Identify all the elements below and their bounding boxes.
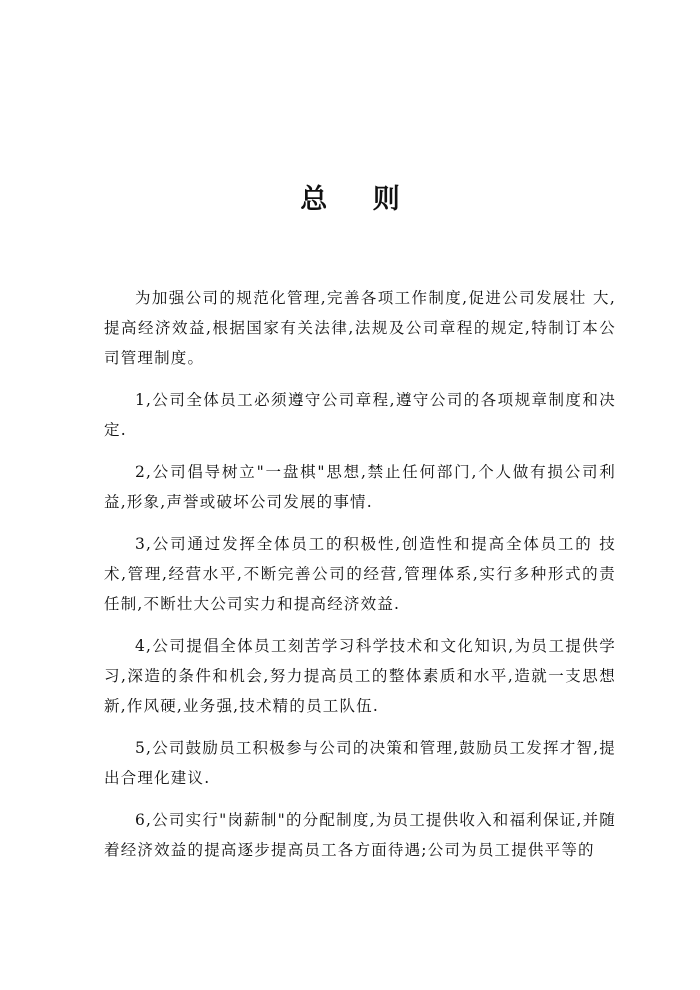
- clause-4-paragraph: 4,公司提倡全体员工刻苦学习科学技术和文化知识,为员工提供学习,深造的条件和机会,努力提高员工的整体素质和水平,造就一支思想新,作风硬,业务强,技术精的员工队伍.: [104, 637, 616, 715]
- clause-3-paragraph: 3,公司通过发挥全体员工的积极性,创造性和提高全体员工的 技术,管理,经营水平,不断完善公司的经营,管理体系,实行多种形式的责任制,不断壮大公司实力和提高经济效益.: [104, 535, 616, 613]
- document-body: [104, 283, 616, 877]
- clause-6-paragraph: 6,公司实行"岗薪制"的分配制度,为员工提供收入和福利保证,并随着经济效益的提高逐步提高员工各方面待遇;公司为员工提供平等的: [104, 811, 616, 859]
- intro-paragraph: 为加强公司的规范化管理,完善各项工作制度,促进公司发展壮 大,提高经济效益,根据国家有关法律,法规及公司章程的规定,特制订本公司管理制度。: [104, 289, 616, 367]
- page-title: 总 则: [300, 184, 418, 215]
- clause-1-paragraph: 1,公司全体员工必须遵守公司章程,遵守公司的各项规章制度和决定.: [104, 391, 616, 439]
- clause-5-paragraph: 5,公司鼓励员工积极参与公司的决策和管理,鼓励员工发挥才智,提出合理化建议.: [104, 739, 616, 787]
- clause-2-paragraph: 2,公司倡导树立"一盘棋"思想,禁止任何部门,个人做有损公司利益,形象,声誉或破坏公司发展的事情.: [104, 463, 616, 511]
